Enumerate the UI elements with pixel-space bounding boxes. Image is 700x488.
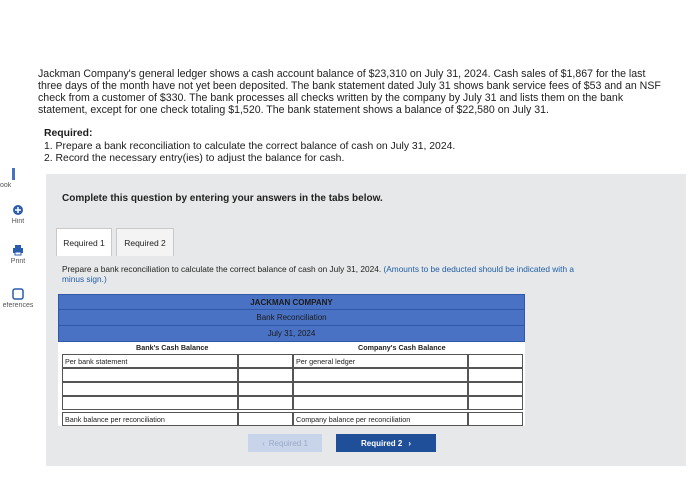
company-adjustment-desc-3[interactable] [293,396,468,410]
company-adjustment-amount-2[interactable] [468,382,523,396]
bank-adjustment-amount-3[interactable] [238,396,293,410]
hint-icon [12,204,24,216]
bank-adjustment-desc-2[interactable] [62,382,238,396]
company-label-cell [293,354,468,368]
company-adjustment-desc-1[interactable] [293,368,468,382]
bank-adjustment-amount-1[interactable] [238,368,293,382]
next-button[interactable] [336,434,436,452]
sidebar-item-hint[interactable] [0,204,36,225]
sidebar-item-ebook[interactable] [0,168,36,189]
company-balance-per-reconciliation-label: Company balance per reconciliation [296,415,411,424]
tab-bar [46,222,686,256]
bank-column-header: Bank's Cash Balance [136,343,209,352]
next-button-label: Required 2 [360,438,403,448]
sidebar-item-label: Print [10,258,26,265]
bank-adjustment-amount-2[interactable] [238,382,293,396]
chevron-left-icon: ‹ [262,438,265,448]
sidebar-item-label: ook [0,182,12,189]
per-general-ledger-amount[interactable] [468,354,523,368]
sidebar-item-references[interactable] [0,288,36,309]
sidebar-item-label: eferences [2,302,34,309]
instructions-main: Prepare a bank reconciliation to calculate the correct balance of cash on July 31, 2024. [62,264,382,274]
tab-instructions [62,264,592,284]
bank-label-cell [62,354,238,368]
sidebar-item-label: Hint [11,218,25,225]
bank-total-label-cell [62,412,238,426]
company-adjustment-amount-1[interactable] [468,368,523,382]
bank-adjustment-desc-1[interactable] [62,368,238,382]
company-total-label-cell [293,412,468,426]
required-item-1: 1. Prepare a bank reconciliation to calculate the correct balance of cash on July 31, 2024. [44,140,456,152]
chevron-right-icon: › [408,438,411,448]
references-icon [12,288,24,300]
instructions-note: (Amounts to be deducted should be indicated with a minus sign.) [62,264,574,284]
left-sidebar [0,0,36,488]
bank-balance-per-reconciliation-label: Bank balance per reconciliation [65,415,165,424]
problem-statement: Jackman Company's general ledger shows a cash account balance of $23,310 on July 31, 2024. Cash sales of $1,867 for the last three days of the month have not yet been deposited. The bank statement dated July 31 shows bank service fees of $53 and an NSF check from a customer of $330. The bank processes all checks written by the company by July 31 and lists them on the bank statement, except for one check totaling $1,520. The bank statement shows a balance of $22,580 on July 31. [38,68,661,116]
instructions-panel [46,174,686,222]
company-column-header: Company's Cash Balance [358,343,446,352]
print-icon [12,244,24,256]
required-section [44,128,644,166]
required-title: Required: [44,128,93,139]
per-bank-statement-amount[interactable] [238,354,293,368]
statement-title: Bank Reconciliation [58,310,525,326]
reconciliation-table [58,342,525,426]
previous-button[interactable] [248,434,322,452]
tab-required-2[interactable]: Required 2 [116,228,174,256]
tab-required-1[interactable]: Required 1 [56,228,112,256]
per-bank-statement-label: Per bank statement [65,357,128,366]
bank-adjustment-desc-3[interactable] [62,396,238,410]
bank-reconciliation-header [58,294,525,342]
company-name: JACKMAN COMPANY [58,294,525,310]
required-item-2: 2. Record the necessary entry(ies) to adjust the balance for cash. [44,153,345,164]
company-balance-per-reconciliation-amount[interactable] [468,412,523,426]
per-general-ledger-label: Per general ledger [296,357,356,366]
company-adjustment-amount-3[interactable] [468,396,523,410]
book-icon [12,168,24,180]
sidebar-item-print[interactable] [0,244,36,265]
previous-button-label: Required 1 [268,438,308,448]
panel-heading: Complete this question by entering your answers in the tabs below. [62,193,383,204]
bank-balance-per-reconciliation-amount[interactable] [238,412,293,426]
company-adjustment-desc-2[interactable] [293,382,468,396]
statement-date: July 31, 2024 [58,326,525,342]
